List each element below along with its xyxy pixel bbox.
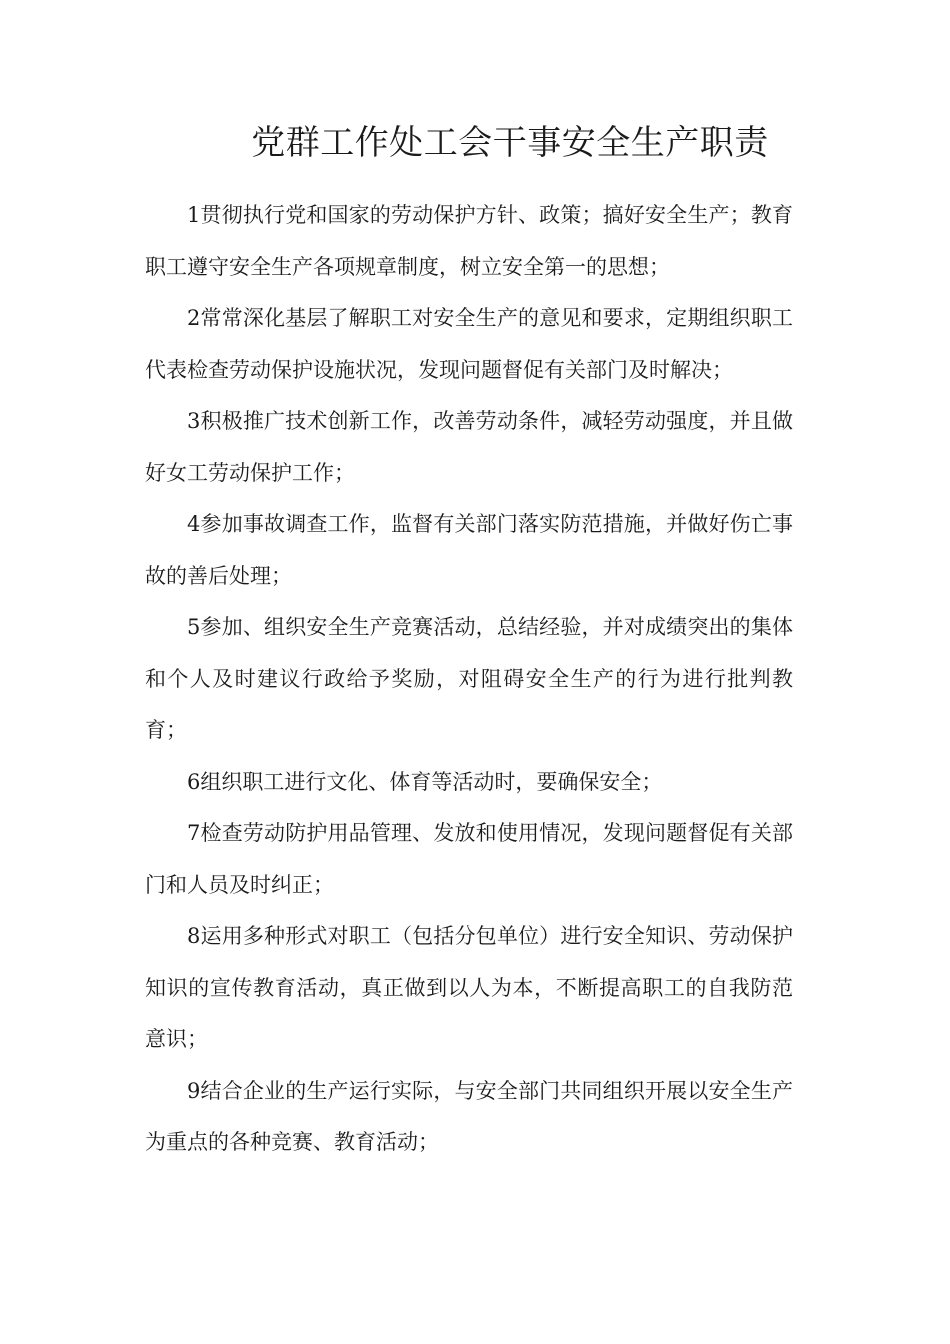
paragraph-1: 1贯彻执行党和国家的劳动保护方针、政策；搞好安全生产；教育职工遵守安全生产各项规章制度，树立安全第一的思想；	[145, 203, 793, 279]
paragraph-9: 9结合企业的生产运行实际，与安全部门共同组织开展以安全生产为重点的各种竞赛、教育活动；	[145, 1078, 793, 1154]
paragraph-3: 3积极推广技术创新工作，改善劳动条件，减轻劳动强度，并且做好女工劳动保护工作；	[145, 409, 793, 485]
paragraph-8: 8运用多种形式对职工（包括分包单位）进行安全知识、劳动保护知识的宣传教育活动，真正做到以人为本，不断提高职工的自我防范意识；	[145, 924, 793, 1051]
paragraph-7: 7检查劳动防护用品管理、发放和使用情况，发现问题督促有关部门和人员及时纠正；	[145, 821, 793, 897]
paragraph-5: 5参加、组织安全生产竞赛活动，总结经验，并对成绩突出的集体和个人及时建议行政给予奖励，对阻碍安全生产的行为进行批判教育；	[145, 615, 793, 742]
document-body	[145, 190, 793, 1169]
paragraph-4: 4参加事故调查工作，监督有关部门落实防范措施，并做好伤亡事故的善后处理；	[145, 512, 793, 588]
document-title: 党群工作处工会干事安全生产职责	[251, 123, 769, 163]
paragraph-2: 2常常深化基层了解职工对安全生产的意见和要求，定期组织职工代表检查劳动保护设施状况，发现问题督促有关部门及时解决；	[145, 306, 793, 382]
paragraph-6: 6组织职工进行文化、体育等活动时，要确保安全；	[187, 769, 663, 794]
